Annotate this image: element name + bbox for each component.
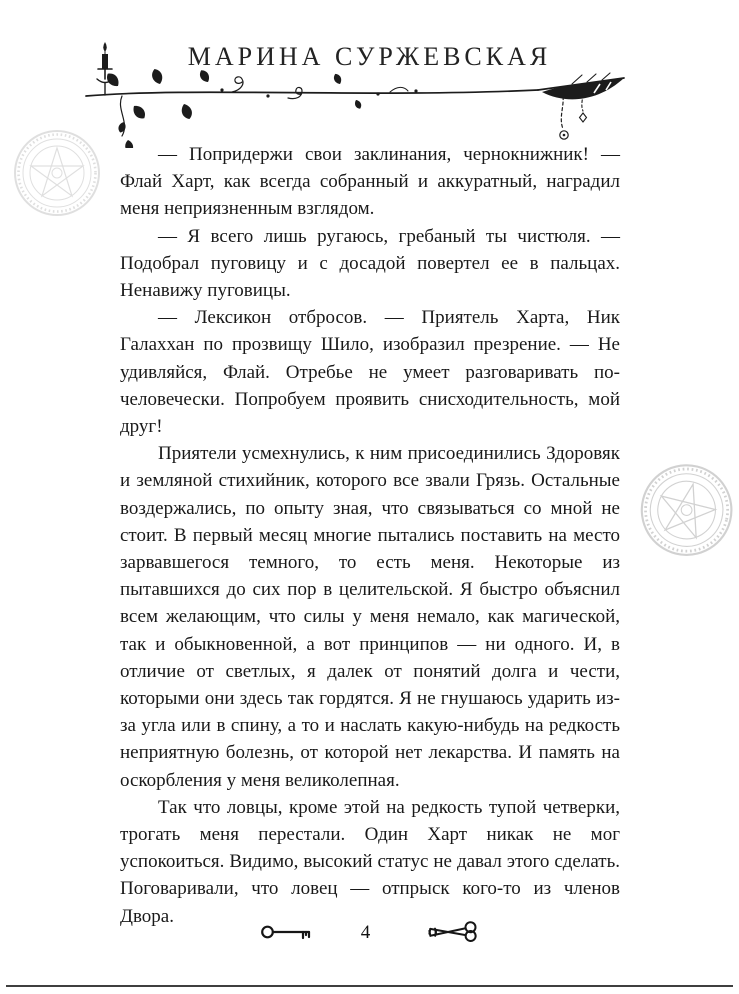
paragraph: Приятели усмехнулись, к ним присоединились Здоровяк и земляной стихийник, которого все звали Грязь. Остальные воздержались, по опыту зная, что связываться со мной не стоит. В первый месяц многие пытались поставить на место зарвавшегося темного, то есть меня. Некоторые из пытавшихся до сих пор в целительской. Я быстро объяснил всем желающим, что силы у меня немало, как магической, так и обыкновенной, а вот принципов — ни одного. И, в отличие от светлых, я далек от понятий долга и чести, которыми они здесь так гордятся. Я не гнушаюсь ударить из-за угла или в спину, а то и наслать какую-нибудь на редкость неприятную болезнь, от которой нет лекарства. И память на оскорбления у меня великолепная. — [120, 443, 620, 791]
key-ornament-left-icon — [259, 921, 315, 943]
paragraph: — Лексикон отбросов. — Приятель Харта, Ник Галаххан по прозвищу Шило, изобразил презрение. — Не удивляйся, Флай. Отребье не умеет разговаривать по-человечески. Попробуем проявить снисходительность, мой друг! — [120, 307, 620, 438]
vine-feather-divider-icon — [72, 36, 647, 148]
key-ornament-right-icon — [416, 919, 480, 945]
paragraph: — Я всего лишь ругаюсь, гребаный ты чистюля. — Подобрал пуговицу и с досадой повертел ее в пальцах. Ненавижу пуговицы. — [120, 225, 620, 302]
paragraph: — Попридержи свои заклинания, чернокнижник! — Флай Харт, как всегда собранный и аккуратный, наградил меня неприязненным взглядом. — [120, 144, 620, 220]
page-number: 4 — [360, 921, 371, 943]
body-text — [120, 141, 620, 930]
page-footer — [0, 918, 739, 946]
round-seal-right-icon — [627, 452, 739, 573]
paragraph: Так что ловцы, кроме этой на редкость тупой четверки, трогать меня перестали. Один Харт никак не мог успокоиться. Видимо, высокий статус не давал этого сделать. Поговаривали, что ловец — отпрыск кого-то из членов Двора. — [120, 796, 620, 927]
bottom-border-line — [6, 985, 733, 987]
page-header-author: МАРИНА СУРЖЕВСКАЯ — [187, 42, 552, 71]
